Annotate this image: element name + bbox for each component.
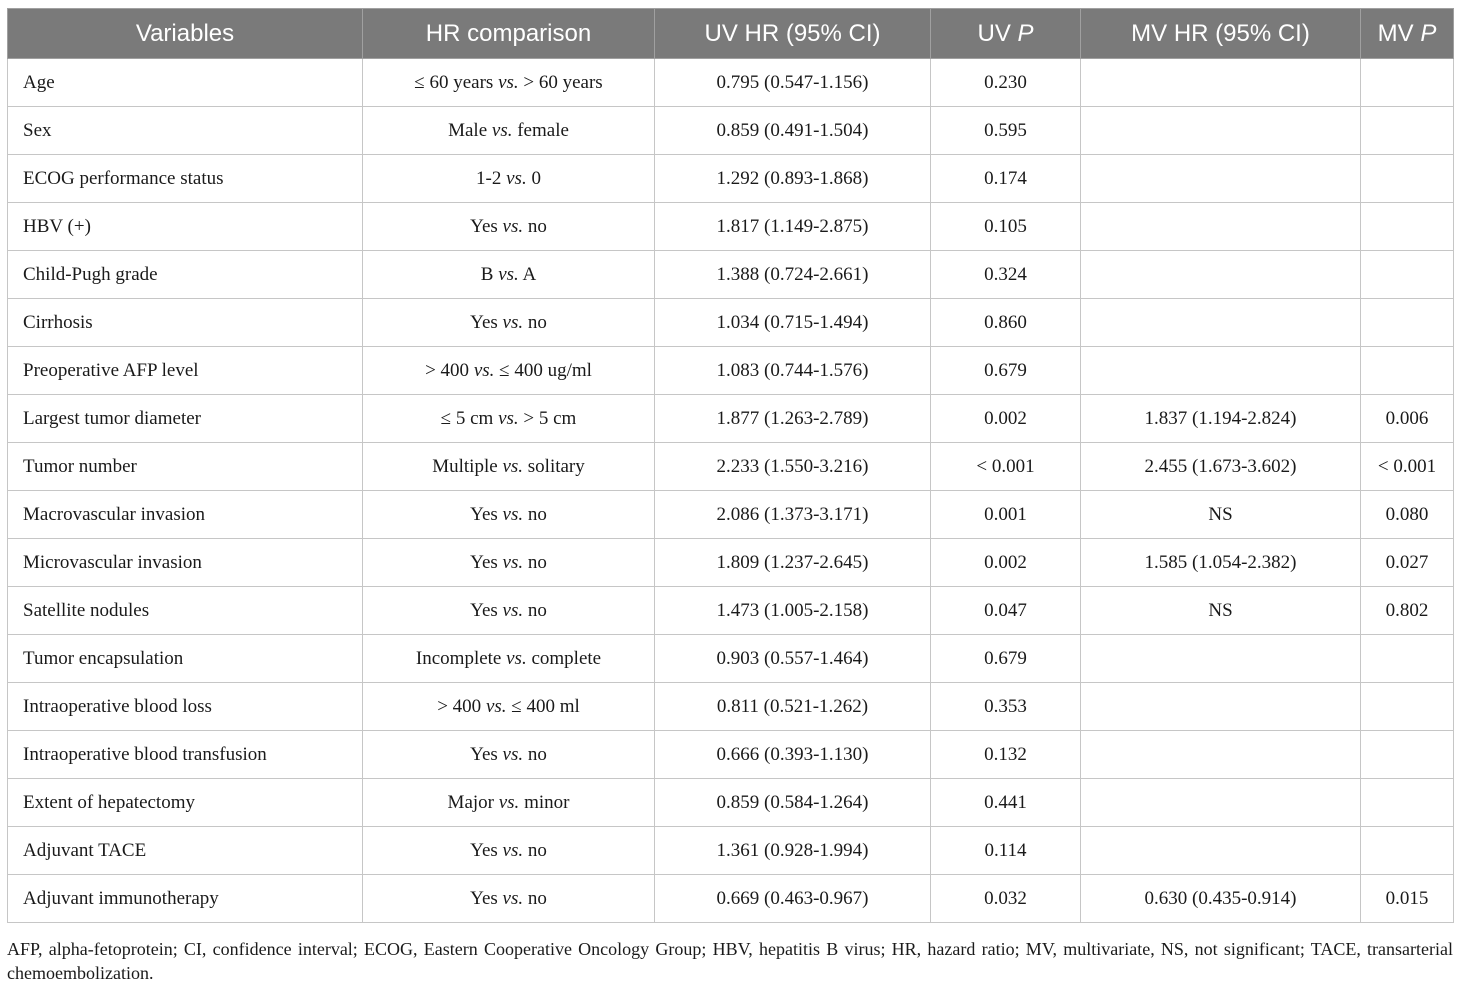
- cell-variable: Extent of hepatectomy: [8, 779, 363, 827]
- comparison-group-a: Yes: [470, 551, 498, 573]
- table-header: [8, 9, 1454, 59]
- cell-uv-p: 0.105: [931, 203, 1081, 251]
- cell-mv-hr: NS: [1081, 491, 1361, 539]
- comparison-group-b: no: [527, 311, 547, 333]
- cell-mv-p: [1361, 635, 1454, 683]
- cell-uv-p: 0.001: [931, 491, 1081, 539]
- comparison-vs: vs.: [502, 839, 524, 861]
- cell-uv-p: 0.114: [931, 827, 1081, 875]
- comparison-group-b: solitary: [527, 455, 585, 477]
- cell-uv-p: 0.679: [931, 635, 1081, 683]
- cell-mv-hr: [1081, 635, 1361, 683]
- cell-variable: Adjuvant TACE: [8, 827, 363, 875]
- comparison-vs: vs.: [502, 215, 524, 237]
- table-row: [8, 587, 1454, 635]
- header-mv-p-italic: P: [1420, 19, 1437, 47]
- cell-mv-p: [1361, 107, 1454, 155]
- cell-uv-p: 0.860: [931, 299, 1081, 347]
- comparison-group-a: > 400: [437, 695, 482, 717]
- cell-hr-comparison: [363, 827, 655, 875]
- cell-uv-p: < 0.001: [931, 443, 1081, 491]
- comparison-group-a: Yes: [470, 215, 498, 237]
- cell-mv-p: [1361, 251, 1454, 299]
- comparison-vs: vs.: [502, 599, 524, 621]
- cell-uv-hr: 0.903 (0.557-1.464): [655, 635, 931, 683]
- comparison-group-a: > 400: [425, 359, 470, 381]
- table-row: [8, 59, 1454, 107]
- cell-variable: Intraoperative blood loss: [8, 683, 363, 731]
- hazard-ratio-table: [7, 8, 1454, 923]
- comparison-vs: vs.: [502, 311, 524, 333]
- comparison-group-b: female: [517, 119, 569, 141]
- cell-mv-hr: 1.837 (1.194-2.824): [1081, 395, 1361, 443]
- cell-variable: Adjuvant immunotherapy: [8, 875, 363, 923]
- cell-uv-p: 0.174: [931, 155, 1081, 203]
- cell-mv-p: [1361, 59, 1454, 107]
- cell-uv-hr: 1.817 (1.149-2.875): [655, 203, 931, 251]
- cell-uv-p: 0.353: [931, 683, 1081, 731]
- cell-hr-comparison: [363, 299, 655, 347]
- comparison-group-a: B: [480, 263, 494, 285]
- cell-uv-hr: 0.795 (0.547-1.156): [655, 59, 931, 107]
- cell-hr-comparison: [363, 443, 655, 491]
- header-uv-hr: UV HR (95% CI): [655, 9, 931, 59]
- comparison-group-a: 1-2: [476, 167, 502, 189]
- cell-mv-hr: [1081, 299, 1361, 347]
- cell-uv-hr: 1.292 (0.893-1.868): [655, 155, 931, 203]
- cell-uv-p: 0.324: [931, 251, 1081, 299]
- cell-variable: Age: [8, 59, 363, 107]
- cell-variable: Largest tumor diameter: [8, 395, 363, 443]
- cell-variable: Satellite nodules: [8, 587, 363, 635]
- cell-mv-p: 0.027: [1361, 539, 1454, 587]
- table-row: [8, 107, 1454, 155]
- table-row: [8, 635, 1454, 683]
- comparison-vs: vs.: [502, 887, 524, 909]
- table-row: [8, 155, 1454, 203]
- cell-mv-p: [1361, 203, 1454, 251]
- cell-hr-comparison: [363, 395, 655, 443]
- comparison-group-a: Yes: [470, 503, 498, 525]
- cell-uv-p: 0.230: [931, 59, 1081, 107]
- table-row: [8, 683, 1454, 731]
- comparison-group-b: no: [527, 743, 547, 765]
- comparison-group-a: Incomplete: [415, 647, 502, 669]
- table-row: [8, 347, 1454, 395]
- table-row: [8, 395, 1454, 443]
- results-table-container: [7, 8, 1453, 923]
- header-mv-hr: MV HR (95% CI): [1081, 9, 1361, 59]
- cell-mv-p: [1361, 299, 1454, 347]
- cell-uv-p: 0.047: [931, 587, 1081, 635]
- cell-uv-p: 0.002: [931, 539, 1081, 587]
- cell-hr-comparison: [363, 347, 655, 395]
- cell-uv-hr: 0.669 (0.463-0.967): [655, 875, 931, 923]
- cell-variable: Tumor encapsulation: [8, 635, 363, 683]
- cell-mv-hr: [1081, 107, 1361, 155]
- comparison-vs: vs.: [498, 407, 519, 429]
- cell-hr-comparison: [363, 155, 655, 203]
- comparison-group-b: 0: [531, 167, 541, 189]
- cell-uv-hr: 1.809 (1.237-2.645): [655, 539, 931, 587]
- cell-mv-hr: [1081, 683, 1361, 731]
- cell-uv-hr: 0.811 (0.521-1.262): [655, 683, 931, 731]
- comparison-group-a: Yes: [470, 839, 498, 861]
- header-variables: Variables: [8, 9, 363, 59]
- cell-mv-p: 0.802: [1361, 587, 1454, 635]
- comparison-group-b: A: [522, 263, 537, 285]
- cell-uv-hr: 1.034 (0.715-1.494): [655, 299, 931, 347]
- cell-mv-p: [1361, 827, 1454, 875]
- header-mv-p-prefix: MV: [1377, 19, 1414, 47]
- table-footnote: AFP, alpha-fetoprotein; CI, confidence interval; ECOG, Eastern Cooperative Oncology Group; HBV, hepatitis B virus; HR, hazard ratio; MV, multivariate, NS, not significant; TACE, transarterial chemoembolization.: [7, 939, 1453, 983]
- header-hr-comparison: HR comparison: [363, 9, 655, 59]
- table-row: [8, 875, 1454, 923]
- comparison-vs: vs.: [485, 695, 507, 717]
- header-uv-p: [931, 9, 1081, 59]
- cell-mv-hr: [1081, 251, 1361, 299]
- cell-variable: ECOG performance status: [8, 155, 363, 203]
- cell-uv-hr: 1.361 (0.928-1.994): [655, 827, 931, 875]
- cell-uv-hr: 1.388 (0.724-2.661): [655, 251, 931, 299]
- comparison-vs: vs.: [498, 71, 519, 93]
- comparison-group-b: > 5 cm: [523, 407, 577, 429]
- table-row: [8, 251, 1454, 299]
- comparison-group-a: Multiple: [432, 455, 498, 477]
- table-row: [8, 443, 1454, 491]
- cell-mv-p: [1361, 731, 1454, 779]
- comparison-vs: vs.: [491, 119, 513, 141]
- table-row: [8, 491, 1454, 539]
- comparison-group-a: Yes: [470, 887, 498, 909]
- cell-uv-p: 0.441: [931, 779, 1081, 827]
- cell-variable: Tumor number: [8, 443, 363, 491]
- comparison-group-b: no: [527, 839, 547, 861]
- table-row: [8, 539, 1454, 587]
- table-row: [8, 203, 1454, 251]
- cell-mv-hr: [1081, 731, 1361, 779]
- cell-mv-hr: [1081, 347, 1361, 395]
- cell-mv-p: < 0.001: [1361, 443, 1454, 491]
- cell-uv-hr: 2.086 (1.373-3.171): [655, 491, 931, 539]
- cell-hr-comparison: [363, 203, 655, 251]
- cell-uv-hr: 2.233 (1.550-3.216): [655, 443, 931, 491]
- comparison-group-b: ≤ 400 ug/ml: [499, 359, 592, 381]
- cell-mv-hr: 1.585 (1.054-2.382): [1081, 539, 1361, 587]
- cell-mv-p: 0.015: [1361, 875, 1454, 923]
- cell-mv-hr: [1081, 779, 1361, 827]
- comparison-vs: vs.: [506, 167, 527, 189]
- cell-hr-comparison: [363, 683, 655, 731]
- cell-uv-hr: 0.666 (0.393-1.130): [655, 731, 931, 779]
- cell-uv-p: 0.595: [931, 107, 1081, 155]
- comparison-group-a: ≤ 5 cm: [440, 407, 494, 429]
- comparison-group-b: no: [527, 215, 547, 237]
- cell-variable: Macrovascular invasion: [8, 491, 363, 539]
- comparison-group-a: Male: [448, 119, 488, 141]
- cell-mv-hr: 0.630 (0.435-0.914): [1081, 875, 1361, 923]
- table-row: [8, 731, 1454, 779]
- cell-mv-p: [1361, 779, 1454, 827]
- comparison-group-a: Yes: [470, 743, 498, 765]
- comparison-group-b: complete: [531, 647, 602, 669]
- comparison-vs: vs.: [498, 263, 519, 285]
- comparison-vs: vs.: [506, 647, 527, 669]
- cell-uv-hr: 1.877 (1.263-2.789): [655, 395, 931, 443]
- cell-hr-comparison: [363, 587, 655, 635]
- cell-mv-hr: [1081, 203, 1361, 251]
- comparison-vs: vs.: [502, 503, 524, 525]
- comparison-vs: vs.: [502, 551, 524, 573]
- cell-uv-p: 0.132: [931, 731, 1081, 779]
- cell-uv-hr: 1.083 (0.744-1.576): [655, 347, 931, 395]
- cell-mv-p: 0.080: [1361, 491, 1454, 539]
- comparison-group-b: no: [527, 503, 547, 525]
- header-uv-p-prefix: UV: [977, 19, 1011, 47]
- comparison-vs: vs.: [502, 455, 524, 477]
- cell-hr-comparison: [363, 779, 655, 827]
- comparison-group-a: Yes: [470, 599, 498, 621]
- comparison-group-b: no: [527, 887, 547, 909]
- cell-uv-hr: 1.473 (1.005-2.158): [655, 587, 931, 635]
- cell-hr-comparison: [363, 59, 655, 107]
- table-row: [8, 299, 1454, 347]
- cell-mv-hr: [1081, 827, 1361, 875]
- cell-mv-p: 0.006: [1361, 395, 1454, 443]
- header-mv-p: [1361, 9, 1454, 59]
- cell-mv-p: [1361, 683, 1454, 731]
- cell-variable: Preoperative AFP level: [8, 347, 363, 395]
- table-body: [8, 59, 1454, 923]
- cell-variable: Child-Pugh grade: [8, 251, 363, 299]
- comparison-vs: vs.: [473, 359, 495, 381]
- cell-mv-hr: 2.455 (1.673-3.602): [1081, 443, 1361, 491]
- comparison-group-a: ≤ 60 years: [414, 71, 494, 93]
- cell-mv-p: [1361, 347, 1454, 395]
- cell-variable: Sex: [8, 107, 363, 155]
- comparison-group-a: Yes: [470, 311, 498, 333]
- header-row: [8, 9, 1454, 59]
- table-row: [8, 827, 1454, 875]
- cell-variable: Microvascular invasion: [8, 539, 363, 587]
- cell-hr-comparison: [363, 731, 655, 779]
- comparison-vs: vs.: [502, 743, 524, 765]
- cell-hr-comparison: [363, 875, 655, 923]
- comparison-group-b: > 60 years: [523, 71, 603, 93]
- cell-uv-p: 0.679: [931, 347, 1081, 395]
- cell-uv-p: 0.002: [931, 395, 1081, 443]
- cell-uv-hr: 0.859 (0.491-1.504): [655, 107, 931, 155]
- cell-hr-comparison: [363, 251, 655, 299]
- comparison-group-b: ≤ 400 ml: [511, 695, 580, 717]
- cell-hr-comparison: [363, 491, 655, 539]
- cell-hr-comparison: [363, 539, 655, 587]
- cell-hr-comparison: [363, 635, 655, 683]
- cell-mv-hr: NS: [1081, 587, 1361, 635]
- cell-variable: HBV (+): [8, 203, 363, 251]
- cell-uv-p: 0.032: [931, 875, 1081, 923]
- comparison-group-b: no: [527, 551, 547, 573]
- comparison-group-b: no: [527, 599, 547, 621]
- cell-variable: Cirrhosis: [8, 299, 363, 347]
- comparison-vs: vs.: [498, 791, 520, 813]
- comparison-group-a: Major: [447, 791, 494, 813]
- cell-uv-hr: 0.859 (0.584-1.264): [655, 779, 931, 827]
- cell-mv-hr: [1081, 155, 1361, 203]
- comparison-group-b: minor: [524, 791, 570, 813]
- cell-mv-p: [1361, 155, 1454, 203]
- cell-variable: Intraoperative blood transfusion: [8, 731, 363, 779]
- cell-mv-hr: [1081, 59, 1361, 107]
- header-uv-p-italic: P: [1017, 19, 1034, 47]
- table-row: [8, 779, 1454, 827]
- cell-hr-comparison: [363, 107, 655, 155]
